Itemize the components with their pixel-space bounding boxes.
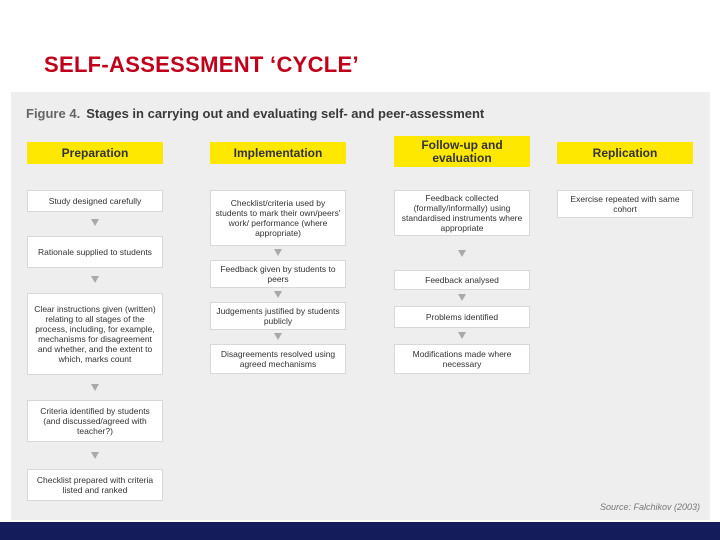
bottom-bar xyxy=(0,522,720,540)
step-box: Feedback analysed xyxy=(394,270,530,290)
step-box: Exercise repeated with same cohort xyxy=(557,190,693,218)
heading-preparation: Preparation xyxy=(27,142,163,164)
step-box: Rationale supplied to students xyxy=(27,236,163,268)
down-arrow-icon xyxy=(458,250,466,257)
down-arrow-icon xyxy=(458,332,466,339)
figure-caption xyxy=(26,106,484,121)
step-box: Study designed carefully xyxy=(27,190,163,212)
step-box: Modifications made where necessary xyxy=(394,344,530,374)
step-box: Problems identified xyxy=(394,306,530,328)
step-box: Judgements justified by students publicly xyxy=(210,302,346,330)
heading-implementation: Implementation xyxy=(210,142,346,164)
figure-caption-text: Stages in carrying out and evaluating self- and peer-assessment xyxy=(86,106,485,121)
figure-panel xyxy=(11,92,710,520)
column-preparation xyxy=(27,142,163,495)
column-follow-up xyxy=(394,137,530,369)
slide-title: SELF-ASSESSMENT ‘CYCLE’ xyxy=(44,52,359,77)
column-replication xyxy=(557,142,693,214)
step-box: Clear instructions given (written) relating to all stages of the process, including, for example, mechanisms for disagreement and whether, and the extent to which, marks count xyxy=(27,293,163,375)
step-box: Criteria identified by students (and discussed/agreed with teacher?) xyxy=(27,400,163,442)
down-arrow-icon xyxy=(274,291,282,298)
step-box: Checklist prepared with criteria listed and ranked xyxy=(27,469,163,501)
step-box: Checklist/criteria used by students to mark their own/peers' work/ performance (where appropriate) xyxy=(210,190,346,246)
down-arrow-icon xyxy=(91,219,99,226)
column-implementation xyxy=(210,142,346,369)
figure-source: Source: Falchikov (2003) xyxy=(599,502,700,512)
down-arrow-icon xyxy=(91,452,99,459)
down-arrow-icon xyxy=(458,294,466,301)
figure-number: Figure 4. xyxy=(26,106,81,121)
step-box: Feedback collected (formally/informally) using standardised instruments where appropriate xyxy=(394,190,530,236)
heading-replication: Replication xyxy=(557,142,693,164)
down-arrow-icon xyxy=(274,249,282,256)
step-box: Disagreements resolved using agreed mechanisms xyxy=(210,344,346,374)
down-arrow-icon xyxy=(274,333,282,340)
down-arrow-icon xyxy=(91,276,99,283)
down-arrow-icon xyxy=(91,384,99,391)
step-box: Feedback given by students to peers xyxy=(210,260,346,288)
heading-follow-up: Follow-up and evaluation xyxy=(394,136,530,167)
